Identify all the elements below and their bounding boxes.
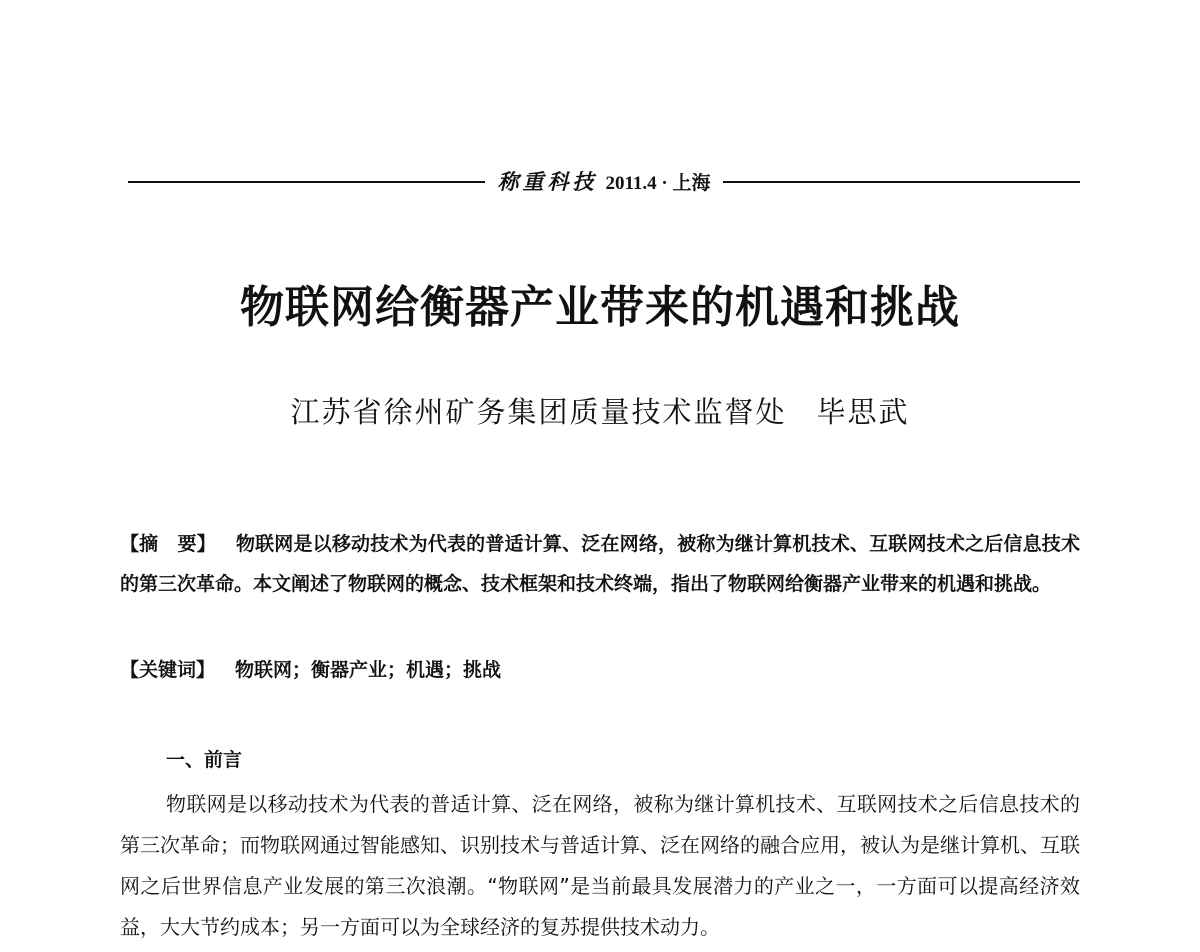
issue-info: 2011.4 · 上海 <box>605 173 711 194</box>
affiliation: 江苏省徐州矿务集团质量技术监督处 <box>290 395 787 429</box>
keywords-text: 物联网；衡器产业；机遇；挑战 <box>235 659 502 681</box>
abstract <box>120 524 1080 604</box>
journal-name: 称重科技 <box>497 169 598 194</box>
abstract-label: 【摘 要】 <box>120 533 216 555</box>
body-paragraph: 物联网是以移动技术为代表的普适计算、泛在网络，被称为继计算机技术、互联网技术之后信息技术的第三次革命；而物联网通过智能感知、识别技术与普适计算、泛在网络的融合应用，被认为是继计算机、互联网之后世界信息产业发展的第三次浪潮。“物联网”是当前最具发展潜力的产业之一，一方面可以提高经济效益，大大节约成本；另一方面可以为全球经济的复苏提供技术动力。 <box>120 792 1080 939</box>
abstract-text: 物联网是以移动技术为代表的普适计算、泛在网络，被称为继计算机技术、互联网技术之后信息技术的第三次革命。本文阐述了物联网的概念、技术框架和技术终端，指出了物联网给衡器产业带来的机遇和挑战。 <box>120 533 1080 595</box>
article-title: 物联网给衡器产业带来的机遇和挑战 <box>240 282 960 333</box>
keywords-label: 【关键词】 <box>120 659 216 681</box>
author-name: 毕思武 <box>816 395 910 429</box>
header-label <box>485 171 722 193</box>
section-heading: 一、前言 <box>166 749 243 771</box>
running-header <box>128 171 1080 193</box>
header-rule-left <box>128 181 485 183</box>
header-rule-right <box>723 181 1080 183</box>
keywords <box>120 652 1080 688</box>
author-line <box>0 392 1200 432</box>
